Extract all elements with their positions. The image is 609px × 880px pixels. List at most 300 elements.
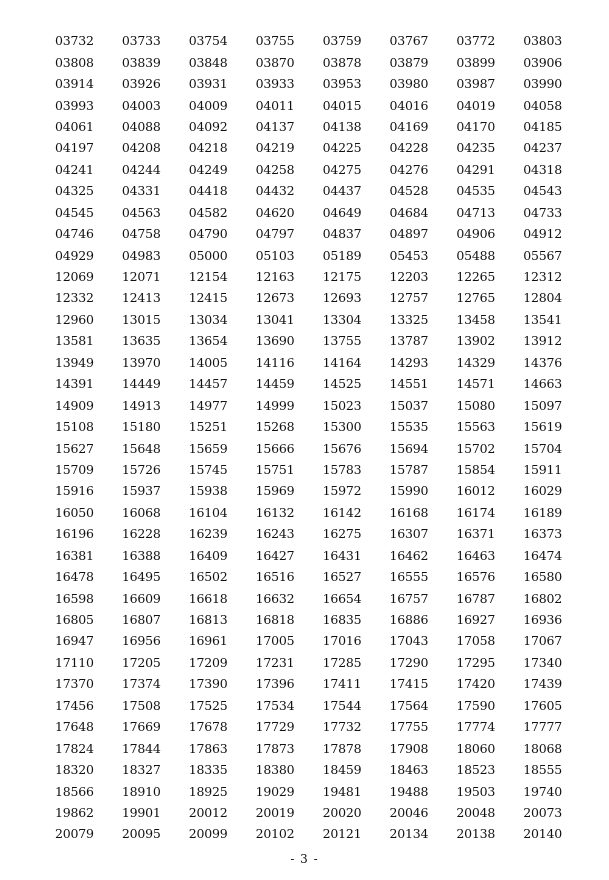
number-cell: 04733 (523, 204, 562, 220)
number-cell: 16961 (188, 633, 228, 649)
number-cell: 16243 (255, 526, 295, 542)
number-cell: 15704 (523, 440, 562, 456)
number-cell: 17420 (456, 676, 496, 692)
grid-row (55, 159, 575, 180)
number-cell: 12673 (255, 290, 295, 306)
number-cell: 14551 (389, 376, 429, 392)
number-cell: 12069 (55, 269, 94, 285)
number-cell: 17415 (389, 676, 429, 692)
number-cell: 17824 (55, 740, 94, 756)
number-cell: 16787 (456, 590, 496, 606)
number-cell: 03879 (389, 54, 429, 70)
number-cell: 16802 (523, 590, 562, 606)
number-cell: 16886 (389, 612, 429, 628)
number-cell: 19503 (456, 783, 496, 799)
number-cell: 17390 (188, 676, 228, 692)
grid-row (55, 523, 575, 544)
number-cell: 15268 (255, 419, 295, 435)
number-cell: 20095 (121, 826, 161, 842)
number-cell: 04291 (456, 161, 496, 177)
number-cell: 16275 (322, 526, 362, 542)
number-cell: 13949 (55, 354, 94, 370)
number-cell: 13787 (389, 333, 429, 349)
number-cell: 15990 (389, 483, 429, 499)
number-cell: 14999 (255, 397, 295, 413)
number-cell: 04225 (322, 140, 362, 156)
number-cell: 16598 (55, 590, 94, 606)
number-cell: 15080 (456, 397, 496, 413)
number-cell: 17370 (55, 676, 94, 692)
number-cell: 18335 (188, 762, 228, 778)
grid-row (55, 630, 575, 651)
number-cell: 15745 (188, 461, 228, 477)
number-cell: 04276 (389, 161, 429, 177)
grid-row (55, 780, 575, 801)
number-cell: 13325 (389, 311, 429, 327)
number-cell: 13304 (322, 311, 362, 327)
number-cell: 12175 (322, 269, 362, 285)
grid-row (55, 223, 575, 244)
number-cell: 17340 (523, 654, 562, 670)
number-cell: 17285 (322, 654, 362, 670)
number-cell: 03878 (322, 54, 362, 70)
number-cell: 04092 (188, 118, 228, 134)
number-cell: 17669 (121, 719, 161, 735)
number-cell: 13690 (255, 333, 295, 349)
number-cell: 16757 (389, 590, 429, 606)
number-cell: 04208 (121, 140, 161, 156)
number-cell: 15023 (322, 397, 362, 413)
number-cell: 12332 (55, 290, 94, 306)
number-cell: 04797 (255, 226, 295, 242)
number-cell: 05189 (322, 247, 362, 263)
number-cell: 18523 (456, 762, 496, 778)
number-cell: 04582 (188, 204, 228, 220)
number-cell: 20073 (523, 804, 562, 820)
number-cell: 16835 (322, 612, 362, 628)
grid-row (55, 502, 575, 523)
number-cell: 15666 (255, 440, 295, 456)
number-cell: 17590 (456, 697, 496, 713)
number-cell: 16956 (121, 633, 161, 649)
number-cell: 17544 (322, 697, 362, 713)
number-cell: 03839 (121, 54, 161, 70)
number-cell: 12804 (523, 290, 562, 306)
number-cell: 16029 (523, 483, 562, 499)
number-cell: 16431 (322, 547, 362, 563)
number-cell: 04912 (523, 226, 562, 242)
number-cell: 15751 (255, 461, 295, 477)
number-cell: 19862 (55, 804, 94, 820)
grid-row (55, 51, 575, 72)
number-cell: 03931 (188, 76, 228, 92)
number-cell: 18060 (456, 740, 496, 756)
number-cell: 14329 (456, 354, 496, 370)
number-cell: 19488 (389, 783, 429, 799)
grid-row (55, 30, 575, 51)
number-cell: 17908 (389, 740, 429, 756)
number-cell: 04563 (121, 204, 161, 220)
number-cell: 17205 (121, 654, 161, 670)
grid-row (55, 652, 575, 673)
grid-row (55, 737, 575, 758)
number-cell: 15854 (456, 461, 496, 477)
number-cell: 04275 (322, 161, 362, 177)
number-cell: 15627 (55, 440, 94, 456)
grid-row (55, 716, 575, 737)
number-cell: 14164 (322, 354, 362, 370)
number-cell: 20048 (456, 804, 496, 820)
number-cell: 03732 (55, 33, 94, 49)
number-cell: 20138 (456, 826, 496, 842)
number-cell: 05488 (456, 247, 496, 263)
number-cell: 16609 (121, 590, 161, 606)
grid-row (55, 309, 575, 330)
number-cell: 17005 (255, 633, 295, 649)
number-cell: 17439 (523, 676, 562, 692)
number-cell: 03808 (55, 54, 94, 70)
number-cell: 04235 (456, 140, 496, 156)
grid-row (55, 480, 575, 501)
number-cell: 16381 (55, 547, 94, 563)
number-cell: 14913 (121, 397, 161, 413)
number-cell: 15702 (456, 440, 496, 456)
number-cell: 03870 (255, 54, 295, 70)
number-cell: 17777 (523, 719, 562, 735)
number-cell: 03767 (389, 33, 429, 49)
number-cell: 12154 (188, 269, 228, 285)
number-cell: 16462 (389, 547, 429, 563)
number-cell: 15709 (55, 461, 94, 477)
number-cell: 04088 (121, 118, 161, 134)
grid-row (55, 180, 575, 201)
number-cell: 17110 (55, 654, 94, 670)
number-cell: 15659 (188, 440, 228, 456)
number-cell: 16409 (188, 547, 228, 563)
number-cell: 14977 (188, 397, 228, 413)
number-cell: 16427 (255, 547, 295, 563)
number-cell: 03987 (456, 76, 496, 92)
number-cell: 17456 (55, 697, 94, 713)
grid-row (55, 437, 575, 458)
number-cell: 03953 (322, 76, 362, 92)
number-cell: 14293 (389, 354, 429, 370)
number-cell: 15648 (121, 440, 161, 456)
number-cell: 04418 (188, 183, 228, 199)
number-cell: 17732 (322, 719, 362, 735)
number-cell: 04185 (523, 118, 562, 134)
number-cell: 04684 (389, 204, 429, 220)
number-cell: 17209 (188, 654, 228, 670)
number-cell: 18555 (523, 762, 562, 778)
number-cell: 03899 (456, 54, 496, 70)
number-cell: 15783 (322, 461, 362, 477)
number-cell: 17863 (188, 740, 228, 756)
number-cell: 18459 (322, 762, 362, 778)
number-cell: 04058 (523, 97, 562, 113)
number-cell: 17374 (121, 676, 161, 692)
number-cell: 17508 (121, 697, 161, 713)
number-cell: 16050 (55, 504, 94, 520)
number-cell: 14391 (55, 376, 94, 392)
number-cell: 16632 (255, 590, 295, 606)
number-cell: 12312 (523, 269, 562, 285)
number-cell: 03933 (255, 76, 295, 92)
number-cell: 15300 (322, 419, 362, 435)
number-cell: 04545 (55, 204, 94, 220)
number-cell: 12960 (55, 311, 94, 327)
number-cell: 15108 (55, 419, 94, 435)
number-cell: 20079 (55, 826, 94, 842)
number-cell: 14005 (188, 354, 228, 370)
number-cell: 20140 (523, 826, 562, 842)
number-cell: 14571 (456, 376, 496, 392)
number-cell: 05567 (523, 247, 562, 263)
number-cell: 04003 (121, 97, 161, 113)
number-cell: 04219 (255, 140, 295, 156)
number-cell: 15911 (523, 461, 562, 477)
number-cell: 15969 (255, 483, 295, 499)
number-cell: 16371 (456, 526, 496, 542)
number-cell: 17878 (322, 740, 362, 756)
number-cell: 16012 (456, 483, 496, 499)
number-cell: 04015 (322, 97, 362, 113)
number-cell: 16228 (121, 526, 161, 542)
number-cell: 04244 (121, 161, 161, 177)
number-cell: 18327 (121, 762, 161, 778)
number-cell: 13654 (188, 333, 228, 349)
number-cell: 17534 (255, 697, 295, 713)
number-cell: 17678 (188, 719, 228, 735)
number-cell: 12757 (389, 290, 429, 306)
number-cell: 19481 (322, 783, 362, 799)
number-cell: 17411 (322, 676, 362, 692)
number-cell: 16104 (188, 504, 228, 520)
grid-row (55, 137, 575, 158)
number-cell: 04197 (55, 140, 94, 156)
number-cell: 13041 (255, 311, 295, 327)
number-cell: 04535 (456, 183, 496, 199)
number-cell: 15251 (188, 419, 228, 435)
number-cell: 05000 (188, 247, 228, 263)
number-cell: 16927 (456, 612, 496, 628)
number-cell: 17525 (188, 697, 228, 713)
number-cell: 04016 (389, 97, 429, 113)
number-cell: 19029 (255, 783, 295, 799)
number-cell: 15535 (389, 419, 429, 435)
number-cell: 16807 (121, 612, 161, 628)
number-cell: 16132 (255, 504, 295, 520)
number-cell: 16654 (322, 590, 362, 606)
number-cell: 14525 (322, 376, 362, 392)
number-cell: 12415 (188, 290, 228, 306)
grid-row (55, 202, 575, 223)
number-cell: 04837 (322, 226, 362, 242)
number-cell: 13912 (523, 333, 562, 349)
number-cell: 04009 (188, 97, 228, 113)
number-cell: 04528 (389, 183, 429, 199)
number-cell: 16168 (389, 504, 429, 520)
number-cell: 17648 (55, 719, 94, 735)
number-cell: 13635 (121, 333, 161, 349)
number-cell: 13970 (121, 354, 161, 370)
number-cell: 16502 (188, 569, 228, 585)
number-cell: 04170 (456, 118, 496, 134)
grid-row (55, 287, 575, 308)
grid-row (55, 73, 575, 94)
number-cell: 04011 (255, 97, 295, 113)
grid-row (55, 416, 575, 437)
number-cell: 03848 (188, 54, 228, 70)
number-cell: 18380 (255, 762, 295, 778)
number-cell: 04713 (456, 204, 496, 220)
grid-row (55, 244, 575, 265)
number-cell: 14909 (55, 397, 94, 413)
number-cell: 03733 (121, 33, 161, 49)
number-cell: 17605 (523, 697, 562, 713)
number-cell: 12693 (322, 290, 362, 306)
grid-row (55, 823, 575, 844)
number-cell: 04929 (55, 247, 94, 263)
number-cell: 15180 (121, 419, 161, 435)
number-cell: 16947 (55, 633, 94, 649)
number-cell: 20012 (188, 804, 228, 820)
grid-row (55, 566, 575, 587)
number-cell: 05103 (255, 247, 295, 263)
number-cell: 04169 (389, 118, 429, 134)
number-cell: 16142 (322, 504, 362, 520)
number-cell: 16818 (255, 612, 295, 628)
number-cell: 04649 (322, 204, 362, 220)
number-cell: 16576 (456, 569, 496, 585)
number-cell: 16474 (523, 547, 562, 563)
number-cell: 12163 (255, 269, 295, 285)
number-cell: 12413 (121, 290, 161, 306)
grid-row (55, 587, 575, 608)
number-cell: 12203 (389, 269, 429, 285)
number-cell: 04983 (121, 247, 161, 263)
number-cell: 18910 (121, 783, 161, 799)
number-cell: 13581 (55, 333, 94, 349)
number-cell: 18320 (55, 762, 94, 778)
number-cell: 16196 (55, 526, 94, 542)
number-cell: 20121 (322, 826, 362, 842)
number-cell: 14457 (188, 376, 228, 392)
number-cell: 03926 (121, 76, 161, 92)
number-cell: 18463 (389, 762, 429, 778)
number-cell: 17058 (456, 633, 496, 649)
number-cell: 13902 (456, 333, 496, 349)
number-cell: 14376 (523, 354, 562, 370)
number-cell: 17067 (523, 633, 562, 649)
number-cell: 03772 (456, 33, 496, 49)
number-cell: 03980 (389, 76, 429, 92)
number-cell: 16936 (523, 612, 562, 628)
number-cell: 17295 (456, 654, 496, 670)
number-cell: 15726 (121, 461, 161, 477)
number-cell: 03914 (55, 76, 94, 92)
number-cell: 13541 (523, 311, 562, 327)
number-cell: 04432 (255, 183, 295, 199)
number-cell: 20046 (389, 804, 429, 820)
number-cell: 03990 (523, 76, 562, 92)
number-cell: 03754 (188, 33, 228, 49)
number-cell: 16495 (121, 569, 161, 585)
number-cell: 04241 (55, 161, 94, 177)
number-cell: 16068 (121, 504, 161, 520)
number-cell: 17043 (389, 633, 429, 649)
number-cell: 14449 (121, 376, 161, 392)
number-cell: 17844 (121, 740, 161, 756)
number-cell: 05453 (389, 247, 429, 263)
number-cell: 04318 (523, 161, 562, 177)
number-cell: 17774 (456, 719, 496, 735)
number-cell: 12765 (456, 290, 496, 306)
grid-row (55, 759, 575, 780)
number-cell: 16527 (322, 569, 362, 585)
number-cell: 19740 (523, 783, 562, 799)
number-cell: 04437 (322, 183, 362, 199)
number-cell: 20099 (188, 826, 228, 842)
number-cell: 17231 (255, 654, 295, 670)
number-cell: 04897 (389, 226, 429, 242)
number-cell: 16189 (523, 504, 562, 520)
number-cell: 20102 (255, 826, 295, 842)
number-cell: 13034 (188, 311, 228, 327)
number-cell: 15694 (389, 440, 429, 456)
number-cell: 16463 (456, 547, 496, 563)
number-cell: 16239 (188, 526, 228, 542)
number-cell: 20019 (255, 804, 295, 820)
number-cell: 04543 (523, 183, 562, 199)
number-cell: 16388 (121, 547, 161, 563)
number-cell: 17290 (389, 654, 429, 670)
number-cell: 04228 (389, 140, 429, 156)
number-cell: 17729 (255, 719, 295, 735)
number-cell: 16373 (523, 526, 562, 542)
grid-row (55, 545, 575, 566)
number-cell: 17755 (389, 719, 429, 735)
number-cell: 13755 (322, 333, 362, 349)
number-cell: 13458 (456, 311, 496, 327)
number-cell: 16174 (456, 504, 496, 520)
number-cell: 16618 (188, 590, 228, 606)
grid-row (55, 609, 575, 630)
number-grid (55, 30, 575, 845)
number-cell: 17396 (255, 676, 295, 692)
number-cell: 15916 (55, 483, 94, 499)
number-cell: 20134 (389, 826, 429, 842)
number-cell: 03993 (55, 97, 94, 113)
number-cell: 15787 (389, 461, 429, 477)
number-cell: 04218 (188, 140, 228, 156)
number-cell: 15972 (322, 483, 362, 499)
grid-row (55, 330, 575, 351)
page-number: - 3 - (290, 852, 319, 866)
number-cell: 04325 (55, 183, 94, 199)
grid-row (55, 116, 575, 137)
number-cell: 15563 (456, 419, 496, 435)
number-cell: 15097 (523, 397, 562, 413)
number-cell: 12265 (456, 269, 496, 285)
grid-row (55, 373, 575, 394)
number-cell: 03906 (523, 54, 562, 70)
number-cell: 13015 (121, 311, 161, 327)
number-cell: 15937 (121, 483, 161, 499)
number-cell: 15676 (322, 440, 362, 456)
grid-row (55, 695, 575, 716)
number-cell: 04331 (121, 183, 161, 199)
